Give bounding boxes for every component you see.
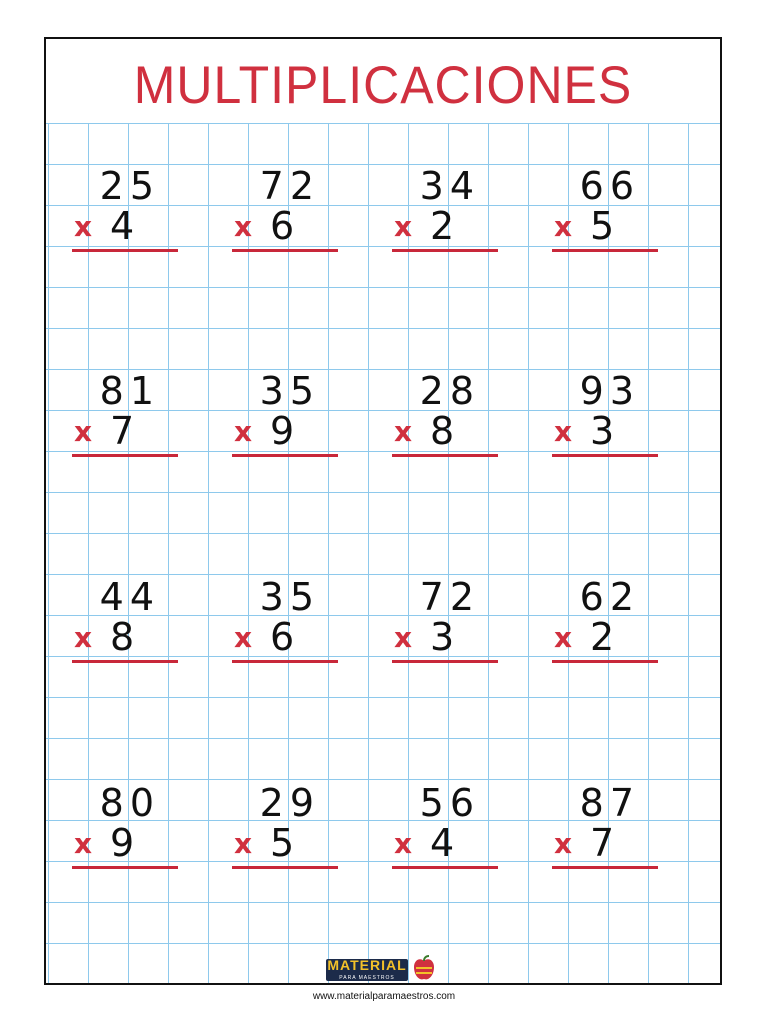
times-sign: x — [74, 621, 93, 654]
times-sign: x — [74, 827, 93, 860]
problem — [72, 576, 180, 666]
multiplicand: 87 — [579, 781, 640, 825]
multiplicand: 28 — [419, 369, 480, 413]
worksheet — [44, 37, 722, 985]
multiplier: 9 — [270, 409, 295, 453]
problem — [552, 782, 660, 872]
multiplicand: 81 — [99, 369, 160, 413]
multiplier: 2 — [430, 204, 455, 248]
times-sign: x — [234, 415, 253, 448]
answer-line — [72, 866, 178, 869]
multiplier: 9 — [110, 821, 135, 865]
multiplier: 3 — [590, 409, 615, 453]
answer-line — [232, 454, 338, 457]
times-sign: x — [394, 621, 413, 654]
times-sign: x — [554, 621, 573, 654]
logo-title: MATERIAL — [327, 957, 407, 973]
times-sign: x — [234, 621, 253, 654]
times-sign: x — [554, 210, 573, 243]
multiplier: 7 — [590, 821, 615, 865]
multiplicand: 72 — [419, 575, 480, 619]
times-sign: x — [394, 210, 413, 243]
answer-line — [552, 866, 658, 869]
problem — [392, 576, 500, 666]
multiplier: 4 — [110, 204, 135, 248]
multiplicand: 72 — [259, 164, 320, 208]
multiplier: 2 — [590, 615, 615, 659]
multiplier: 7 — [110, 409, 135, 453]
multiplicand: 44 — [99, 575, 160, 619]
problem — [552, 576, 660, 666]
times-sign: x — [394, 827, 413, 860]
times-sign: x — [234, 827, 253, 860]
problem — [72, 782, 180, 872]
multiplier: 6 — [270, 204, 295, 248]
footer-url: www.materialparamaestros.com — [312, 991, 456, 1002]
times-sign: x — [74, 210, 93, 243]
brand-logo — [326, 951, 436, 985]
problem — [72, 370, 180, 460]
multiplicand: 34 — [419, 164, 480, 208]
problem — [552, 370, 660, 460]
times-sign: x — [394, 415, 413, 448]
answer-line — [392, 660, 498, 663]
page-title: MULTIPLICACIONES — [133, 55, 633, 115]
answer-line — [232, 660, 338, 663]
times-sign: x — [74, 415, 93, 448]
multiplicand: 62 — [579, 575, 640, 619]
answer-line — [392, 454, 498, 457]
times-sign: x — [234, 210, 253, 243]
multiplicand: 35 — [259, 369, 320, 413]
multiplier: 6 — [270, 615, 295, 659]
answer-line — [72, 660, 178, 663]
multiplicand: 56 — [419, 781, 480, 825]
problem — [392, 370, 500, 460]
problem — [232, 576, 340, 666]
problem — [72, 165, 180, 255]
multiplier: 4 — [430, 821, 455, 865]
logo-subtitle: PARA MAESTROS — [339, 975, 395, 981]
multiplicand: 93 — [579, 369, 640, 413]
multiplier: 5 — [590, 204, 615, 248]
multiplicand: 66 — [579, 164, 640, 208]
multiplicand: 80 — [99, 781, 160, 825]
multiplicand: 25 — [99, 164, 160, 208]
problem — [392, 782, 500, 872]
answer-line — [232, 249, 338, 252]
answer-line — [392, 249, 498, 252]
multiplier: 8 — [430, 409, 455, 453]
answer-line — [552, 249, 658, 252]
problem — [232, 370, 340, 460]
answer-line — [552, 660, 658, 663]
multiplier: 3 — [430, 615, 455, 659]
multiplicand: 29 — [259, 781, 320, 825]
answer-line — [72, 454, 178, 457]
answer-line — [552, 454, 658, 457]
multiplicand: 35 — [259, 575, 320, 619]
problem — [392, 165, 500, 255]
answer-line — [72, 249, 178, 252]
times-sign: x — [554, 415, 573, 448]
answer-line — [392, 866, 498, 869]
problem — [232, 782, 340, 872]
problem — [232, 165, 340, 255]
multiplier: 8 — [110, 615, 135, 659]
times-sign: x — [554, 827, 573, 860]
apple-icon — [412, 955, 436, 983]
answer-line — [232, 866, 338, 869]
problem — [552, 165, 660, 255]
multiplier: 5 — [270, 821, 295, 865]
